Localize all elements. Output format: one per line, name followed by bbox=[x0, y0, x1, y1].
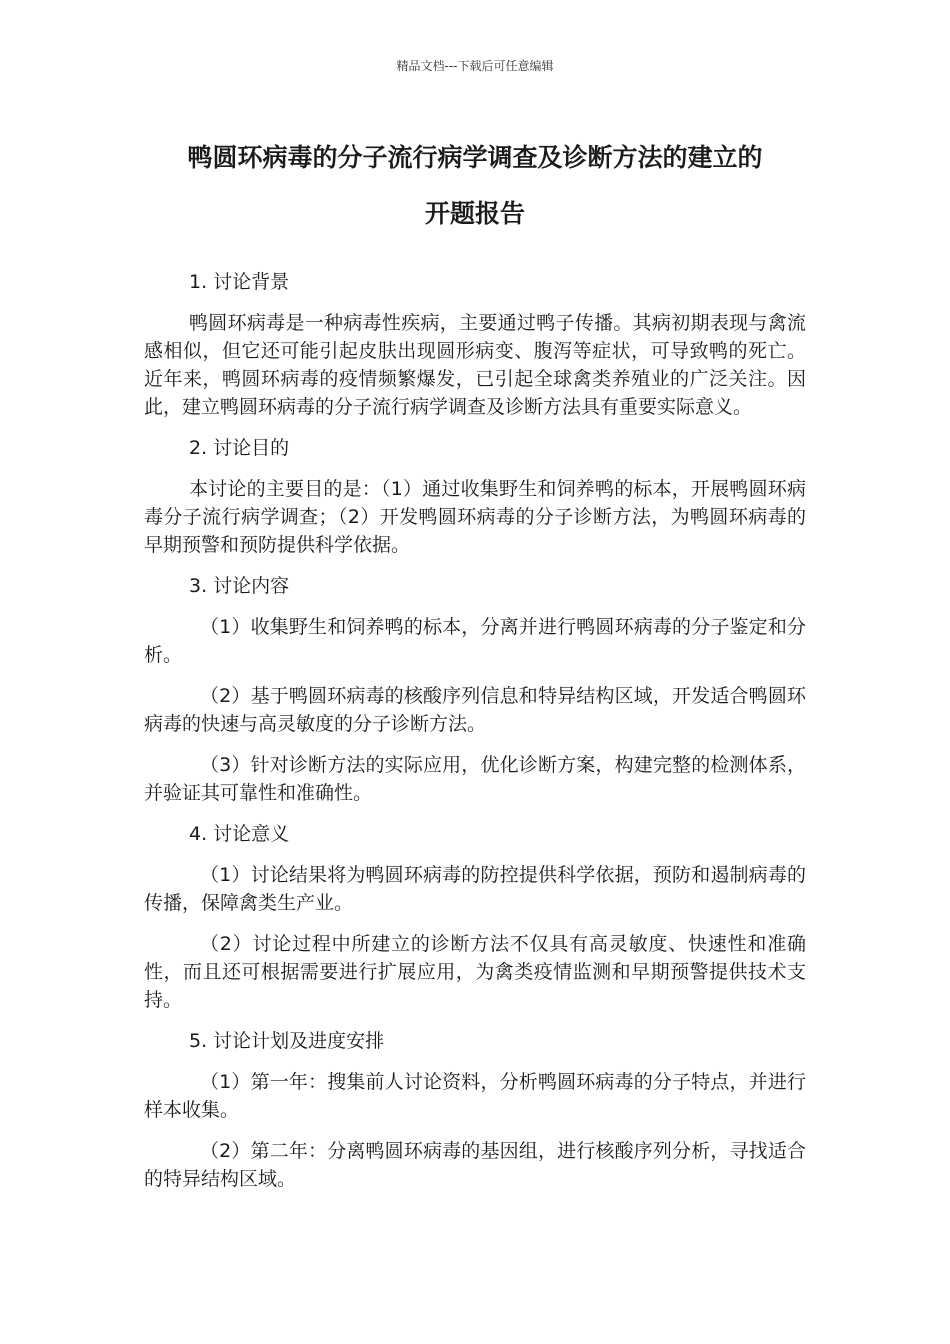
section-purpose bbox=[144, 434, 806, 559]
document-body bbox=[144, 268, 806, 1206]
section-significance bbox=[144, 820, 806, 1014]
section-schedule bbox=[144, 1027, 806, 1193]
section-heading: 3. 讨论内容 bbox=[189, 575, 290, 597]
document-title bbox=[125, 130, 825, 242]
list-paragraph: （1）第一年：搜集前人讨论资料，分析鸭圆环病毒的分子特点，并进行样本收集。 bbox=[144, 1071, 806, 1121]
section-heading: 5. 讨论计划及进度安排 bbox=[189, 1030, 385, 1052]
list-paragraph: （2）基于鸭圆环病毒的核酸序列信息和特异结构区域，开发适合鸭圆环病毒的快速与高灵敏度的分子诊断方法。 bbox=[144, 685, 806, 735]
section-content bbox=[144, 572, 806, 807]
section-heading: 1. 讨论背景 bbox=[189, 271, 290, 293]
paragraph: 本讨论的主要目的是：（1）通过收集野生和饲养鸭的标本，开展鸭圆环病毒分子流行病学调查；（2）开发鸭圆环病毒的分子诊断方法，为鸭圆环病毒的早期预警和预防提供科学依据。 bbox=[144, 478, 806, 556]
section-heading: 4. 讨论意义 bbox=[189, 823, 290, 845]
list-paragraph: （2）讨论过程中所建立的诊断方法不仅具有高灵敏度、快速性和准确性，而且还可根据需要进行扩展应用，为禽类疫情监测和早期预警提供技术支持。 bbox=[144, 933, 806, 1011]
section-background bbox=[144, 268, 806, 421]
list-paragraph: （1）收集野生和饲养鸭的标本，分离并进行鸭圆环病毒的分子鉴定和分析。 bbox=[144, 616, 806, 666]
paragraph: 鸭圆环病毒是一种病毒性疾病，主要通过鸭子传播。其病初期表现与禽流感相似，但它还可能引起皮肤出现圆形病变、腹泻等症状，可导致鸭的死亡。近年来，鸭圆环病毒的疫情频繁爆发，已引起全球禽类养殖业的广泛关注。因此，建立鸭圆环病毒的分子流行病学调查及诊断方法具有重要实际意义。 bbox=[144, 312, 806, 418]
list-paragraph: （2）第二年：分离鸭圆环病毒的基因组，进行核酸序列分析，寻找适合的特异结构区域。 bbox=[144, 1140, 806, 1190]
title-line-1: 鸭圆环病毒的分子流行病学调查及诊断方法的建立的 bbox=[187, 143, 763, 172]
list-paragraph: （3）针对诊断方法的实际应用，优化诊断方案，构建完整的检测体系，并验证其可靠性和准确性。 bbox=[144, 754, 806, 804]
title-line-2: 开题报告 bbox=[424, 199, 525, 228]
section-heading: 2. 讨论目的 bbox=[189, 437, 290, 459]
page-header: 精品文档---下载后可任意编辑 bbox=[396, 59, 554, 73]
list-paragraph: （1）讨论结果将为鸭圆环病毒的防控提供科学依据，预防和遏制病毒的传播，保障禽类生产业。 bbox=[144, 864, 806, 914]
